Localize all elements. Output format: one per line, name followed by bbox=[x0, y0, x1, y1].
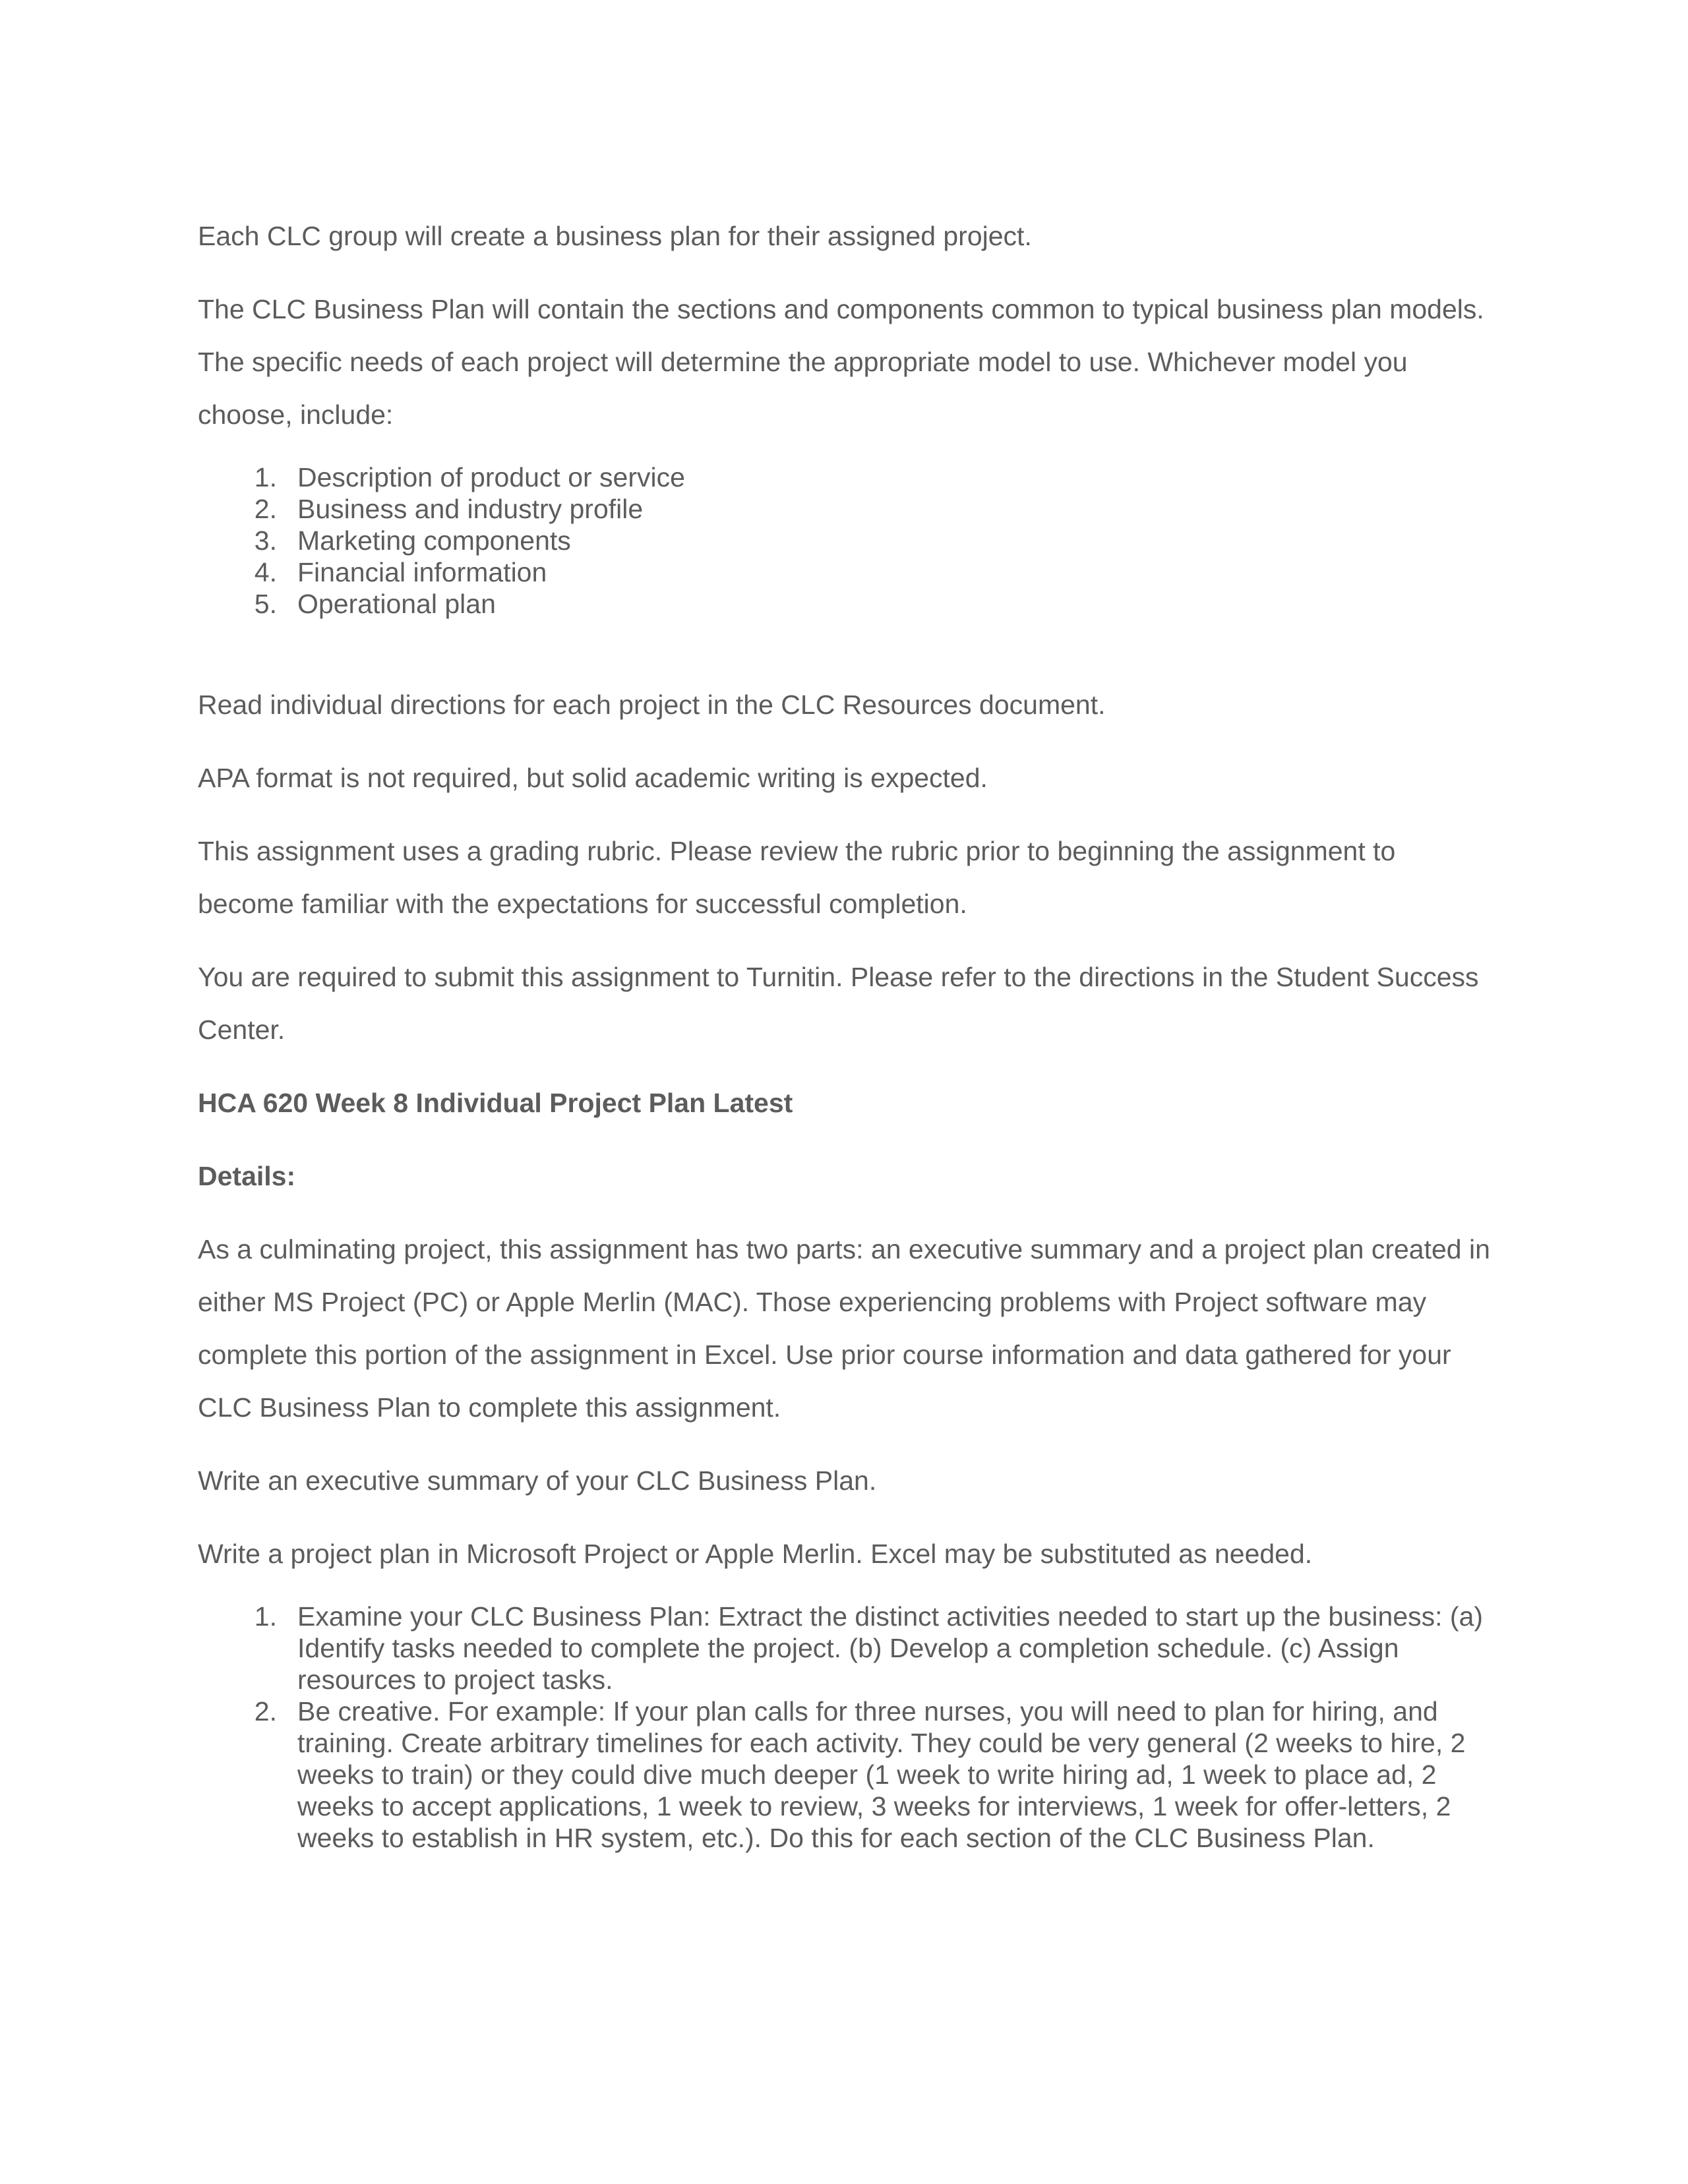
rubric-note-paragraph: This assignment uses a grading rubric. Please review the rubric prior to beginning the assignment to become familiar with the expectations for successful completion. bbox=[198, 836, 1396, 919]
turnitin-note-paragraph: You are required to submit this assignment to Turnitin. Please refer to the directions in the Student Success Center. bbox=[198, 962, 1479, 1045]
read-directions-paragraph: Read individual directions for each project in the CLC Resources document. bbox=[198, 690, 1106, 720]
details-paragraph: As a culminating project, this assignment has two parts: an executive summary and a project plan created in either MS Project (PC) or Apple Merlin (MAC). Those experiencing problems with Project software may complete this portion of the assignment in Excel. Use prior course information and data gathered for your CLC Business Plan to complete this assignment. bbox=[198, 1234, 1490, 1423]
list-item-text: Be creative. For example: If your plan calls for three nurses, you will need to plan for hiring, and training. Create arbitrary timelines for each activity. They could be very general (2 weeks to hire, 2 weeks to train) or they could dive much deeper (1 week to write hiring ad, 1 week to place ad, 2 weeks to accept applications, 1 week to review, 3 weeks for interviews, 1 week for offer-letters, 2 weeks to establish in HR system, etc.). Do this for each section of the CLC Business Plan. bbox=[297, 1696, 1466, 1853]
list-item bbox=[198, 1601, 1490, 1696]
list-number: 1. bbox=[254, 462, 277, 492]
list-number: 1. bbox=[254, 1601, 277, 1632]
list-item-text: Examine your CLC Business Plan: Extract the distinct activities needed to start up the business: (a) Identify tasks needed to complete the project. (b) Develop a completion schedule. (c) Assign resources to project tasks. bbox=[297, 1601, 1484, 1695]
apa-note-paragraph: APA format is not required, but solid academic writing is expected. bbox=[198, 763, 988, 793]
details-label: Details: bbox=[198, 1161, 296, 1191]
list-number: 2. bbox=[254, 1696, 277, 1727]
list-item-text: Marketing components bbox=[297, 525, 571, 556]
list-number: 4. bbox=[254, 557, 277, 587]
intro-paragraph: Each CLC group will create a business plan for their assigned project. bbox=[198, 221, 1032, 251]
section-heading: HCA 620 Week 8 Individual Project Plan Latest bbox=[198, 1088, 793, 1118]
list-number: 3. bbox=[254, 525, 277, 556]
list-item bbox=[198, 1696, 1490, 1854]
list-item-text: Business and industry profile bbox=[297, 494, 644, 524]
list-number: 2. bbox=[254, 494, 277, 524]
project-plan-paragraph: Write a project plan in Microsoft Project or Apple Merlin. Excel may be substituted as needed. bbox=[198, 1539, 1313, 1569]
list-item-text: Financial information bbox=[297, 557, 547, 587]
list-item bbox=[198, 525, 1490, 556]
business-plan-description: The CLC Business Plan will contain the sections and components common to typical business plan models. The specific needs of each project will determine the appropriate model to use. Whichever model you choose, include: bbox=[198, 294, 1484, 430]
list-item bbox=[198, 493, 1490, 525]
steps-list bbox=[198, 1601, 1490, 1854]
list-item bbox=[198, 588, 1490, 620]
document-page bbox=[198, 210, 1490, 1854]
components-list bbox=[198, 461, 1490, 620]
executive-summary-paragraph: Write an executive summary of your CLC Business Plan. bbox=[198, 1465, 877, 1496]
list-number: 5. bbox=[254, 589, 277, 619]
list-item-text: Description of product or service bbox=[297, 462, 685, 492]
list-item bbox=[198, 556, 1490, 588]
list-item bbox=[198, 461, 1490, 493]
list-item-text: Operational plan bbox=[297, 589, 496, 619]
